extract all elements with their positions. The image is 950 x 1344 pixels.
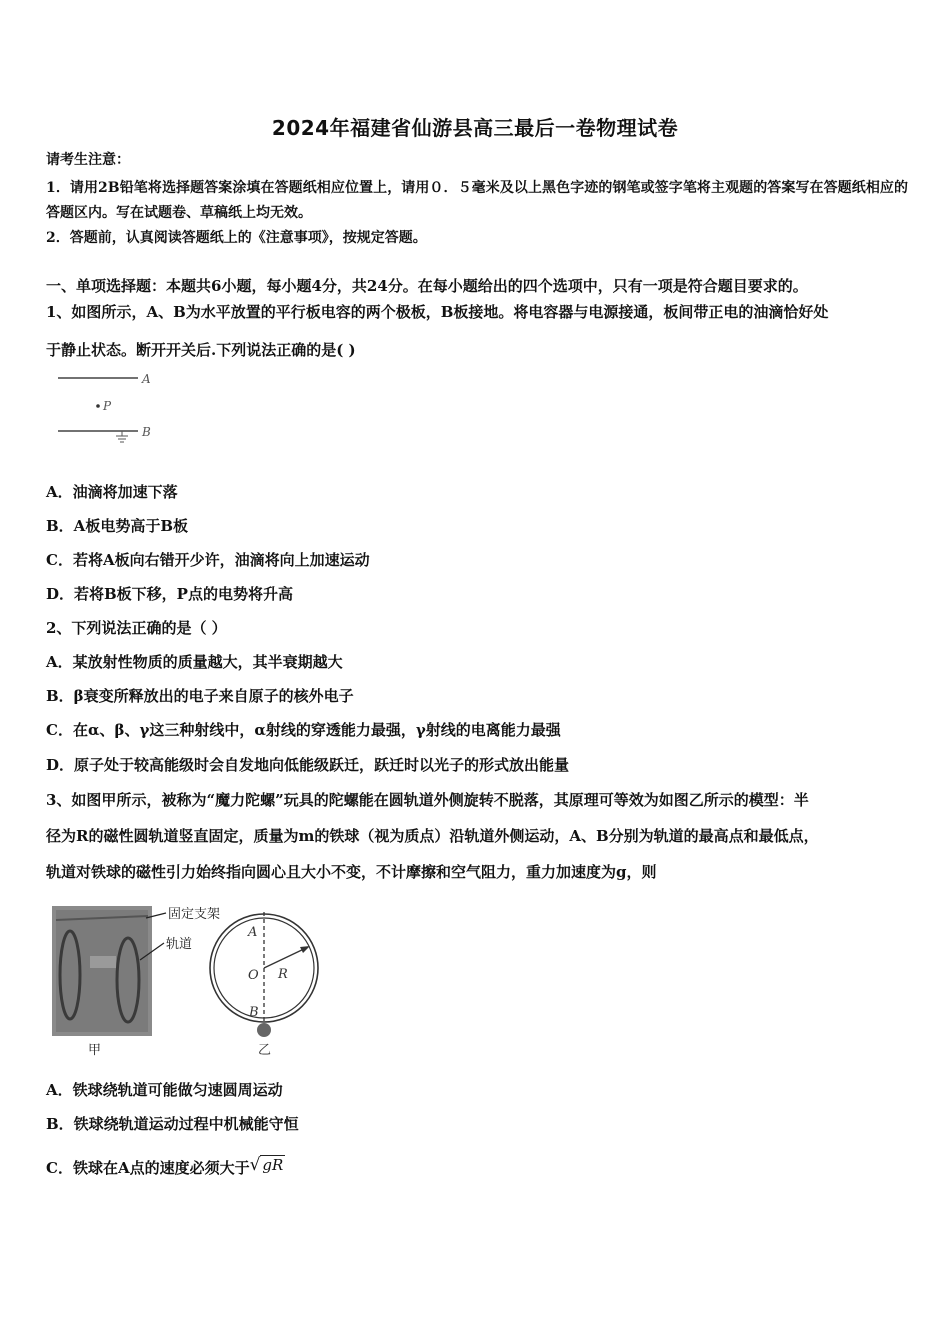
notice-item-1: 1．请用2B铅笔将选择题答案涂填在答题纸相应位置上，请用０．５毫米及以上黑色字迹的钢笔或签字笔将主观题的答案写在答题纸相应的答题区内。写在试题卷、草稿纸上均无效。 bbox=[46, 180, 908, 221]
q3-option-a: A．铁球绕轨道可能做匀速圆周运动 bbox=[46, 1081, 283, 1099]
label-r: R bbox=[278, 967, 288, 982]
label-o: O bbox=[248, 968, 259, 983]
q3-option-c-text: C．铁球在A点的速度必须大于 bbox=[46, 1159, 250, 1177]
capacitor-figure bbox=[56, 366, 166, 450]
q1-stem-line1: 1、如图所示，A、B为水平放置的平行板电容的两个极板，B板接地。将电容器与电源接通，板间带正电的油滴恰好处 bbox=[46, 303, 829, 321]
q1-option-b: B．A板电势高于B板 bbox=[46, 517, 188, 535]
label-b: B bbox=[249, 1005, 259, 1020]
plate-b-label: B bbox=[142, 425, 151, 439]
q1-option-a: A．油滴将加速下落 bbox=[46, 483, 178, 501]
q3-stem-line1: 3、如图甲所示，被称为“魔力陀螺”玩具的陀螺能在圆轨道外侧旋转不脱落，其原理可等效为如图乙所示的模型：半 bbox=[46, 791, 809, 809]
label-yi: 乙 bbox=[258, 1043, 272, 1058]
q1-option-c: C．若将A板向右错开少许，油滴将向上加速运动 bbox=[46, 551, 370, 569]
q1-option-d: D．若将B板下移，P点的电势将升高 bbox=[46, 585, 293, 603]
sqrt-symbol: √ bbox=[249, 1155, 261, 1175]
q2-option-a: A．某放射性物质的质量越大，其半衰期越大 bbox=[46, 653, 343, 671]
label-a: A bbox=[248, 925, 258, 940]
q3-option-b: B．铁球绕轨道运动过程中机械能守恒 bbox=[46, 1115, 299, 1133]
notice-heading: 请考生注意： bbox=[46, 152, 130, 168]
q2-option-c: C．在α、β、γ这三种射线中，α射线的穿透能力最强，γ射线的电离能力最强 bbox=[46, 721, 561, 739]
notice-item-2: 2．答题前，认真阅读答题纸上的《注意事项》，按规定答题。 bbox=[46, 230, 427, 246]
point-p-label: P bbox=[103, 399, 112, 413]
q1-stem-line2: 于静止状态。断开开关后.下列说法正确的是( ) bbox=[46, 341, 356, 359]
q3-option-c bbox=[46, 1155, 285, 1178]
q2-stem: 2、下列说法正确的是（ ） bbox=[46, 619, 227, 637]
q3-stem-line3: 轨道对铁球的磁性引力始终指向圆心且大小不变，不计摩擦和空气阻力，重力加速度为g，则 bbox=[46, 863, 657, 881]
q3-stem-line2: 径为R的磁性圆轨道竖直固定，质量为m的铁球（视为质点）沿轨道外侧运动，A、B分别为轨道的最高点和最低点， bbox=[46, 827, 819, 845]
gyroscope-figure bbox=[48, 900, 338, 1064]
q3-option-c-formula: gR bbox=[262, 1156, 284, 1174]
label-jia: 甲 bbox=[88, 1043, 102, 1058]
iron-ball bbox=[257, 1023, 271, 1037]
q2-option-b: B．β衰变所释放出的电子来自原子的核外电子 bbox=[46, 687, 354, 705]
point-p bbox=[96, 404, 100, 408]
plate-a-label: A bbox=[142, 372, 151, 386]
q2-option-d: D．原子处于较高能级时会自发地向低能级跃迁，跃迁时以光子的形式放出能量 bbox=[46, 756, 570, 774]
label-track: 轨道 bbox=[166, 937, 193, 952]
section-heading: 一、单项选择题：本题共6小题，每小题4分，共24分。在每小题给出的四个选项中，只有一项是符合题目要求的。 bbox=[46, 277, 808, 295]
label-support: 固定支架 bbox=[168, 907, 221, 922]
radius-arrow bbox=[264, 948, 306, 968]
page-title: 2024年福建省仙游县高三最后一卷物理试卷 bbox=[271, 116, 679, 140]
